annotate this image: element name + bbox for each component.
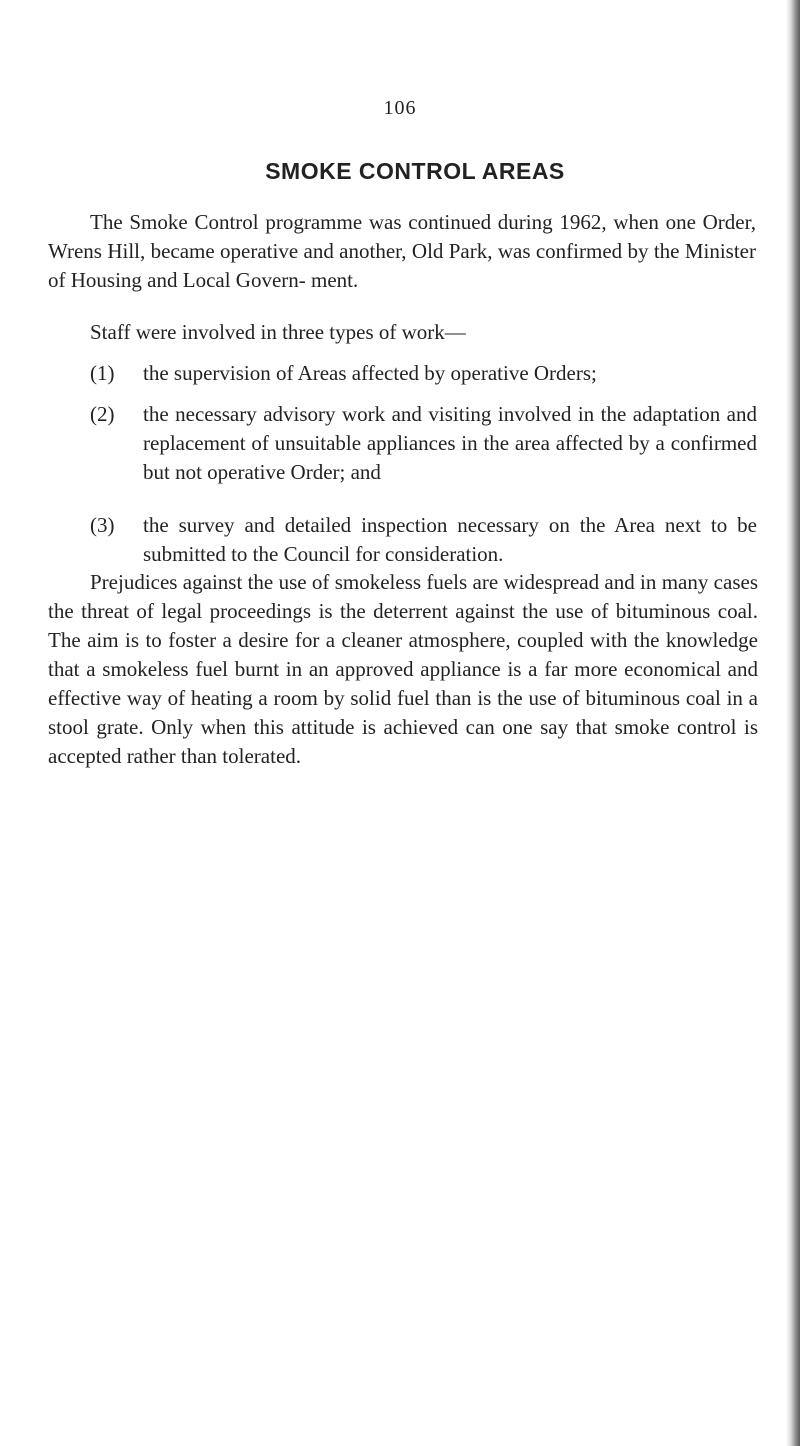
list-item-text: the supervision of Areas affected by operative Orders; [143, 361, 597, 385]
list-item-number: (2) [90, 402, 115, 426]
list-item-text: the necessary advisory work and visiting involved in the adaptation and replacement of unsuitable appliances in the area affected by a confirmed but not operative Order; and [143, 402, 757, 484]
list-item-number: (1) [90, 361, 115, 385]
closing-paragraph: Prejudices against the use of smokeless fuels are widespread and in many cases the threat of legal proceedings is the deterrent against the use of bituminous coal. The aim is to foster a desire for a cleaner atmosphere, coupled with the knowledge that a smokeless fuel burnt in an approved appliance is a far more economical and effective way of heating a room by solid fuel than is the use of bituminous coal in a stool grate. Only when this attitude is achieved can one say that smoke control is accepted rather than tolerated. [48, 570, 758, 768]
page-edge-shadow [786, 0, 800, 1446]
intro-paragraph: The Smoke Control programme was continued during 1962, when one Order, Wrens Hill, became operative and another, Old Park, was confirmed by the Minister of Housing and Local Govern- ment. [48, 210, 756, 292]
list-item-text: the survey and detailed inspection necessary on the Area next to be submitted to the Council for consideration. [143, 513, 757, 566]
staff-paragraph: Staff were involved in three types of work— [90, 320, 466, 344]
section-title: SMOKE CONTROL AREAS [265, 158, 565, 184]
page-number: 106 [383, 97, 417, 119]
list-item-number: (3) [90, 513, 115, 537]
